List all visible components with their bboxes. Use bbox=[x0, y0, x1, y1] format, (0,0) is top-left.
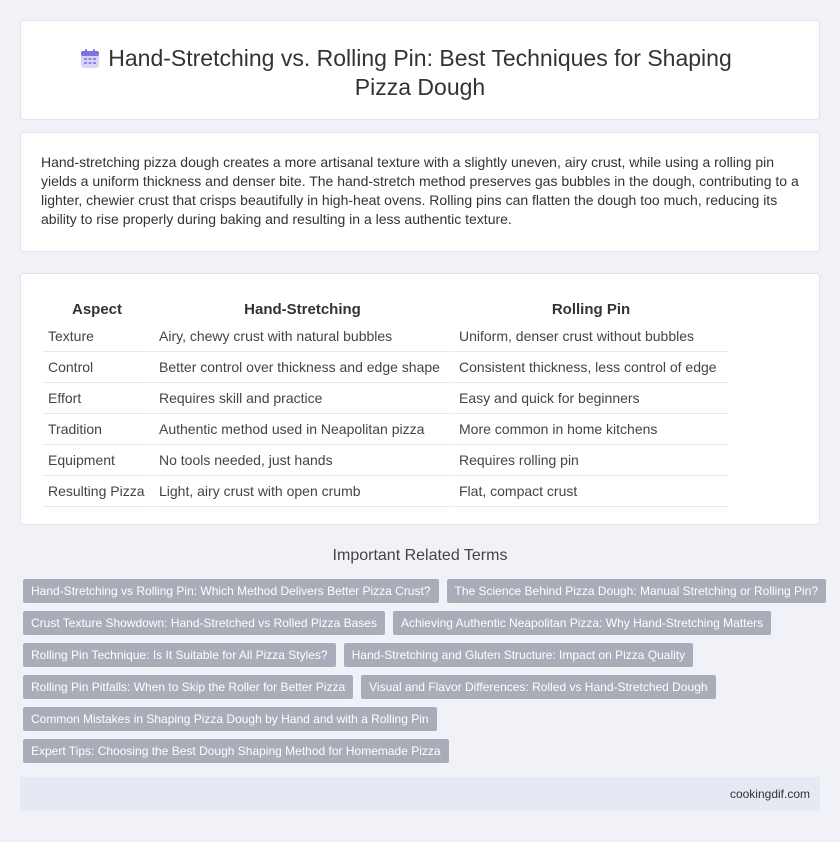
table-header-row bbox=[43, 295, 728, 321]
cell-rolling-pin: Uniform, denser crust without bubbles bbox=[451, 321, 728, 352]
tag-row bbox=[23, 707, 823, 739]
comparison-card bbox=[20, 273, 820, 525]
related-tag[interactable]: Common Mistakes in Shaping Pizza Dough by Hand and with a Rolling Pin bbox=[23, 707, 437, 731]
cell-aspect: Control bbox=[43, 352, 151, 383]
related-tag[interactable]: Hand-Stretching vs Rolling Pin: Which Method Delivers Better Pizza Crust? bbox=[23, 579, 439, 603]
related-tag[interactable]: Rolling Pin Pitfalls: When to Skip the Roller for Better Pizza bbox=[23, 675, 353, 699]
header-aspect: Aspect bbox=[71, 301, 123, 318]
cell-hand-stretching: Requires skill and practice bbox=[151, 383, 451, 414]
cell-rolling-pin: Requires rolling pin bbox=[451, 445, 728, 476]
title-card bbox=[20, 20, 820, 120]
tag-row bbox=[23, 611, 823, 643]
header-hand-stretching: Hand-Stretching bbox=[151, 295, 451, 321]
footer-site[interactable]: cookingdif.com bbox=[729, 787, 810, 801]
table-row bbox=[43, 414, 728, 445]
cell-aspect: Tradition bbox=[43, 414, 151, 445]
related-tag[interactable]: Hand-Stretching and Gluten Structure: Impact on Pizza Quality bbox=[344, 643, 694, 667]
related-tag[interactable]: Rolling Pin Technique: Is It Suitable for All Pizza Styles? bbox=[23, 643, 336, 667]
table-row bbox=[43, 383, 728, 414]
cell-aspect: Equipment bbox=[43, 445, 151, 476]
related-terms-heading: Important Related Terms bbox=[332, 547, 508, 564]
intro-card bbox=[20, 132, 820, 252]
tag-row bbox=[23, 643, 823, 675]
cell-hand-stretching: Airy, chewy crust with natural bubbles bbox=[151, 321, 451, 352]
cell-rolling-pin: More common in home kitchens bbox=[451, 414, 728, 445]
table-row bbox=[43, 321, 728, 352]
related-tag[interactable]: Visual and Flavor Differences: Rolled vs Hand-Stretched Dough bbox=[361, 675, 715, 699]
footer bbox=[20, 777, 820, 811]
cell-hand-stretching: No tools needed, just hands bbox=[151, 445, 451, 476]
tag-row bbox=[23, 675, 823, 707]
cell-aspect: Resulting Pizza bbox=[43, 476, 151, 507]
table-row bbox=[43, 476, 728, 507]
calendar-icon bbox=[79, 48, 101, 70]
cell-rolling-pin: Easy and quick for beginners bbox=[451, 383, 728, 414]
title-wrap bbox=[21, 44, 819, 102]
related-tag[interactable]: Crust Texture Showdown: Hand-Stretched vs Rolled Pizza Bases bbox=[23, 611, 385, 635]
related-tags bbox=[23, 579, 823, 771]
related-tag[interactable]: Achieving Authentic Neapolitan Pizza: Why Hand-Stretching Matters bbox=[393, 611, 771, 635]
intro-paragraph: Hand-stretching pizza dough creates a more artisanal texture with a slightly uneven, airy crust, while using a rolling pin yields a uniform thickness and denser bite. The hand-stretch method preserves gas bubbles in the dough, contributing to a lighter, chewier crust that crisps beautifully in high-heat ovens. Rolling pins can flatten the dough too much, reducing its ability to rise properly during baking and resulting in a less authentic texture. bbox=[41, 154, 799, 227]
page-title: Hand-Stretching vs. Rolling Pin: Best Techniques for Shaping Pizza Dough bbox=[108, 45, 732, 100]
cell-hand-stretching: Authentic method used in Neapolitan pizza bbox=[151, 414, 451, 445]
cell-hand-stretching: Better control over thickness and edge shape bbox=[151, 352, 451, 383]
related-tag[interactable]: Expert Tips: Choosing the Best Dough Shaping Method for Homemade Pizza bbox=[23, 739, 449, 763]
tag-row bbox=[23, 579, 823, 611]
cell-rolling-pin: Flat, compact crust bbox=[451, 476, 728, 507]
cell-rolling-pin: Consistent thickness, less control of edge bbox=[451, 352, 728, 383]
table-row bbox=[43, 352, 728, 383]
header-rolling-pin: Rolling Pin bbox=[451, 295, 728, 321]
cell-aspect: Texture bbox=[43, 321, 151, 352]
table-row bbox=[43, 445, 728, 476]
comparison-table bbox=[43, 295, 728, 507]
tag-row bbox=[23, 739, 823, 771]
cell-hand-stretching: Light, airy crust with open crumb bbox=[151, 476, 451, 507]
cell-aspect: Effort bbox=[43, 383, 151, 414]
related-tag[interactable]: The Science Behind Pizza Dough: Manual Stretching or Rolling Pin? bbox=[447, 579, 827, 603]
